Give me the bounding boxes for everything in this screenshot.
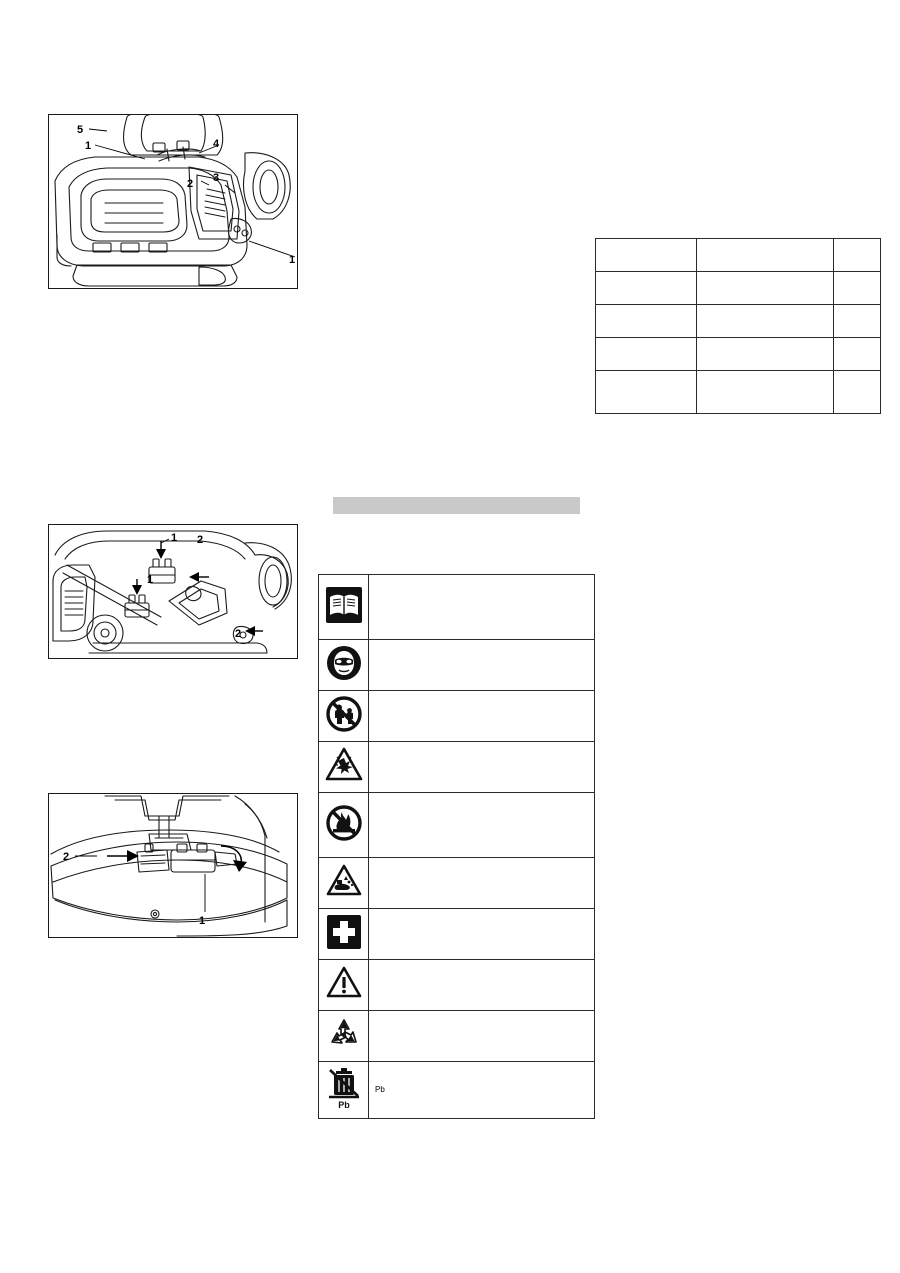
no-fire-no-smoking-icon	[325, 804, 363, 842]
figure-battery-compartment	[48, 114, 298, 289]
symbol-cell	[319, 1062, 369, 1119]
symbol-text	[369, 909, 595, 960]
figure2-callout-1: 1	[171, 532, 178, 544]
table-row	[319, 1011, 595, 1062]
figure2-callout-2: 2	[197, 534, 204, 546]
spec-cell-unit	[834, 338, 881, 371]
symbol-cell	[319, 691, 369, 742]
symbol-text	[369, 640, 595, 691]
table-row	[596, 338, 881, 371]
table-row	[319, 640, 595, 691]
table-row	[319, 691, 595, 742]
table-row	[319, 858, 595, 909]
no-children-icon	[325, 695, 363, 733]
spec-cell-label	[596, 338, 697, 371]
figure3-callout-2: 2	[63, 851, 70, 863]
specifications-table	[595, 238, 881, 414]
figure1-callout-1: 1	[85, 140, 92, 152]
spec-cell-value	[697, 272, 834, 305]
table-row	[319, 793, 595, 858]
figure1-callout-1b: 1	[289, 254, 296, 266]
symbol-text	[369, 960, 595, 1011]
spec-cell-unit	[834, 305, 881, 338]
figure1-callout-4: 4	[213, 138, 220, 150]
symbol-text	[369, 858, 595, 909]
symbol-cell	[319, 742, 369, 793]
corrosive-acid-icon	[325, 862, 363, 900]
table-row	[319, 575, 595, 640]
table-row	[319, 1062, 595, 1119]
section-heading-bar	[333, 497, 580, 514]
safety-symbols-table	[318, 574, 595, 1119]
figure2-callout-1b: 1	[147, 574, 154, 586]
symbol-cell	[319, 858, 369, 909]
spec-cell-label	[596, 371, 697, 414]
figure1-callout-5: 5	[77, 124, 84, 136]
symbol-text	[369, 691, 595, 742]
spec-cell-unit	[834, 371, 881, 414]
spec-cell-value	[697, 239, 834, 272]
figure1-callout-2: 2	[187, 178, 194, 190]
spec-cell-label	[596, 305, 697, 338]
symbol-text	[369, 1011, 595, 1062]
eye-ear-protection-icon	[325, 644, 363, 682]
table-row	[319, 909, 595, 960]
explosion-hazard-icon	[325, 746, 363, 784]
general-warning-icon	[325, 964, 363, 1002]
symbol-cell	[319, 640, 369, 691]
symbol-text: Pb	[369, 1062, 595, 1119]
spec-cell-value	[697, 371, 834, 414]
spec-cell-label	[596, 239, 697, 272]
spec-cell-unit	[834, 239, 881, 272]
figure2-callout-2b: 2	[235, 628, 242, 640]
table-row	[319, 960, 595, 1011]
spec-cell-label	[596, 272, 697, 305]
symbol-cell	[319, 960, 369, 1011]
symbol-cell	[319, 1011, 369, 1062]
table-row	[596, 272, 881, 305]
figure-battery-connection	[48, 524, 298, 659]
table-row	[596, 371, 881, 414]
first-aid-icon	[325, 913, 363, 951]
symbol-text	[369, 793, 595, 858]
symbol-text	[369, 742, 595, 793]
figure-battery-plug	[48, 793, 298, 938]
spec-cell-value	[697, 338, 834, 371]
figure1-callout-3: 3	[213, 172, 220, 184]
table-row	[596, 305, 881, 338]
spec-cell-value	[697, 305, 834, 338]
spec-cell-unit	[834, 272, 881, 305]
open-book-icon	[325, 586, 363, 624]
symbol-cell	[319, 909, 369, 960]
lead-label: Pb	[337, 1099, 350, 1110]
figure3-callout-1: 1	[199, 915, 206, 927]
symbol-text	[369, 575, 595, 640]
table-row	[319, 742, 595, 793]
table-row	[596, 239, 881, 272]
recycling-icon	[325, 1015, 363, 1053]
no-household-waste-lead-icon	[325, 1066, 363, 1110]
symbol-cell	[319, 575, 369, 640]
symbol-cell	[319, 793, 369, 858]
